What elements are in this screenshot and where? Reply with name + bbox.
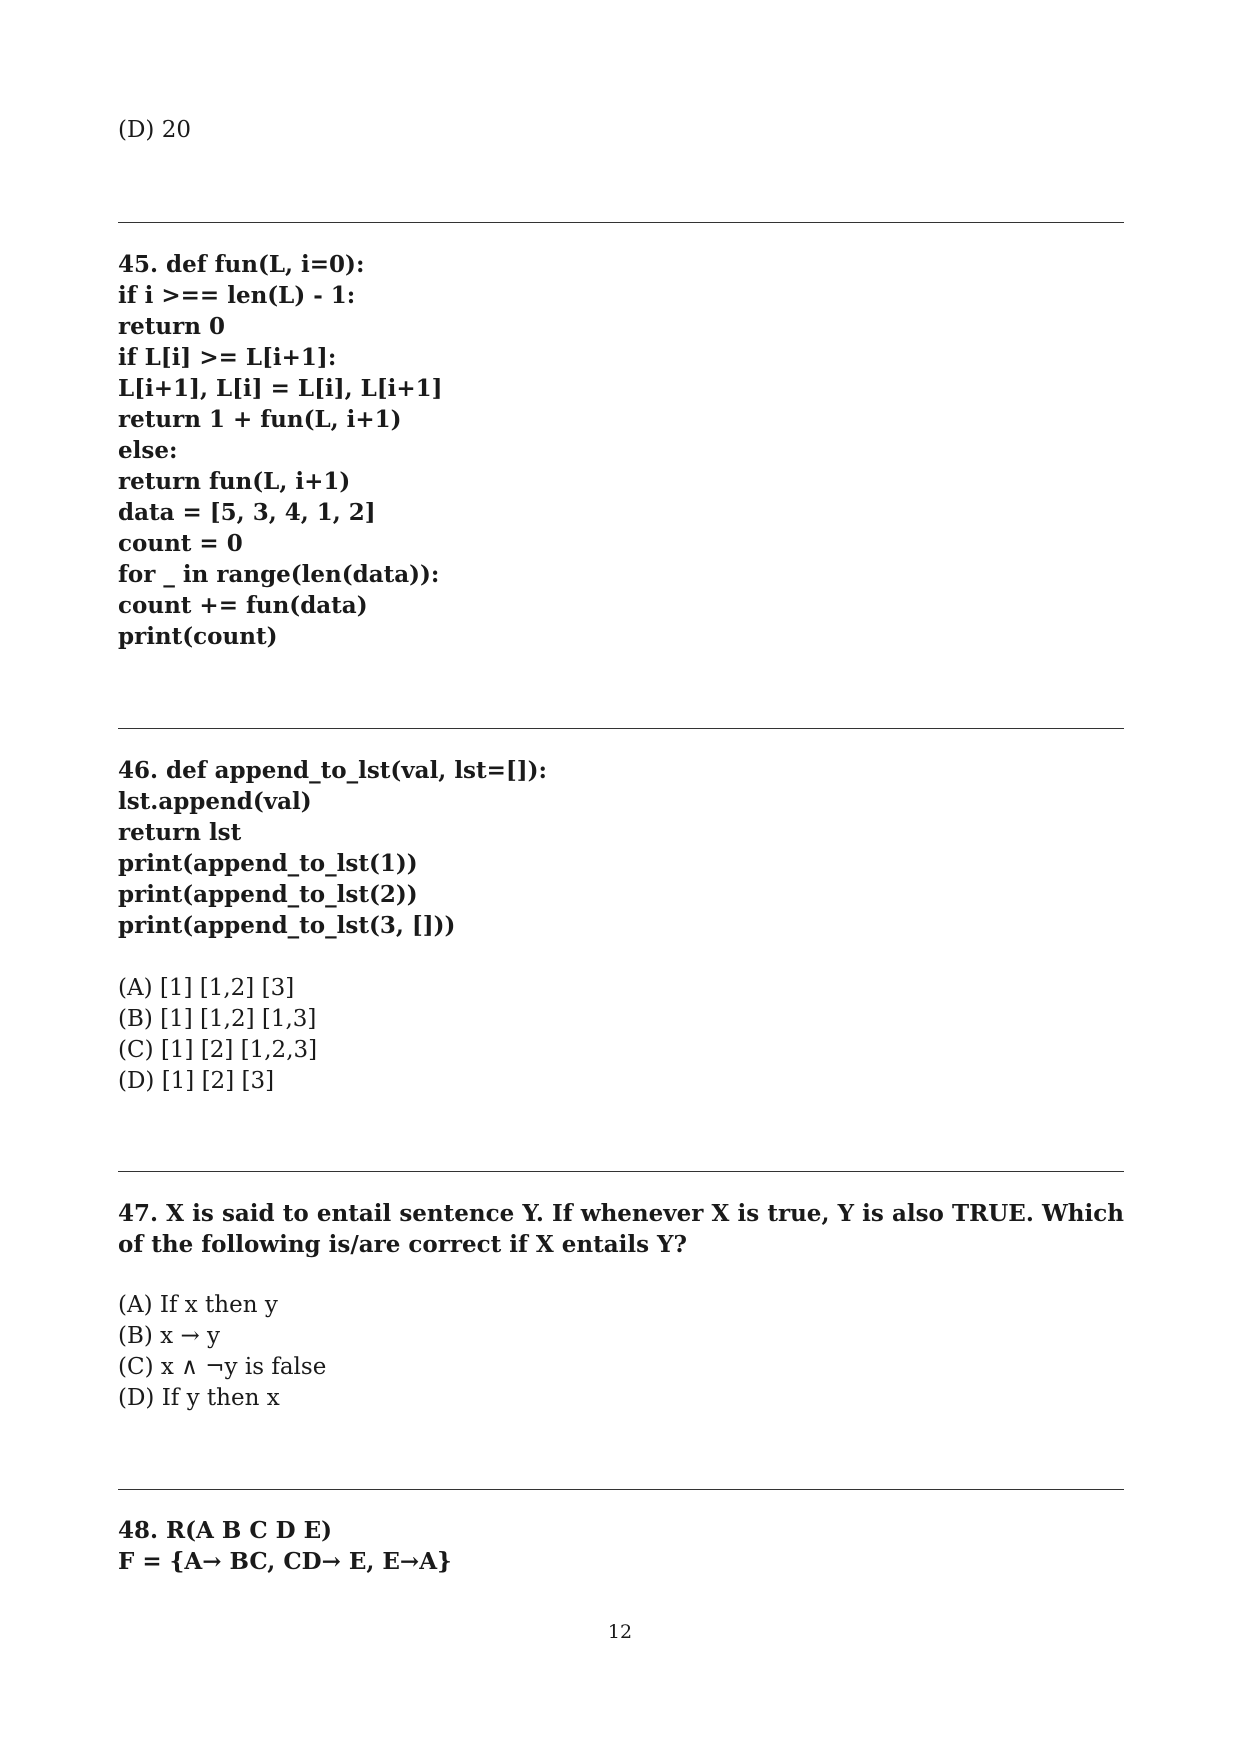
- q46-option-c: (C) [1] [2] [1,2,3]: [118, 1037, 318, 1063]
- question-45: [118, 249, 1124, 652]
- q47-option-c: (C) x ∧ ¬y is false: [118, 1354, 327, 1380]
- divider-rule: [118, 1489, 1124, 1490]
- divider-rule: [118, 222, 1124, 223]
- q45-code-line: return fun(L, i+1): [118, 468, 351, 495]
- q45-code-line: 45. def fun(L, i=0):: [118, 251, 365, 278]
- q46-code-line: print(append_to_lst(2)): [118, 881, 418, 908]
- q46-code-line: return lst: [118, 819, 242, 846]
- prev-option-d: (D) 20: [118, 117, 191, 143]
- q45-code-line: return 0: [118, 313, 225, 340]
- q48-line: F = {A→ BC, CD→ E, E→A}: [118, 1548, 452, 1575]
- question-47: [118, 1198, 1124, 1260]
- q46-code-line: lst.append(val): [118, 788, 312, 815]
- q47-question-text: 47. X is said to entail sentence Y. If whenever X is true, Y is also TRUE. Which of the following is/are correct if X entails Y?: [118, 1200, 1124, 1258]
- prev-question-tail: [118, 115, 1124, 146]
- q45-code-line: else:: [118, 437, 178, 464]
- q46-option-a: (A) [1] [1,2] [3]: [118, 975, 295, 1001]
- q45-code-line: print(count): [118, 623, 278, 650]
- q45-code-line: count += fun(data): [118, 592, 368, 619]
- q47-option-b: (B) x → y: [118, 1323, 221, 1349]
- q46-code-line: print(append_to_lst(3, [])): [118, 912, 456, 939]
- q45-code-line: count = 0: [118, 530, 243, 557]
- q45-code-line: data = [5, 3, 4, 1, 2]: [118, 499, 376, 526]
- q46-code-line: print(append_to_lst(1)): [118, 850, 418, 877]
- q45-code-line: if i >== len(L) - 1:: [118, 282, 356, 309]
- q46-option-d: (D) [1] [2] [3]: [118, 1068, 275, 1094]
- q48-line: 48. R(A B C D E): [118, 1517, 332, 1544]
- q46-options: [118, 973, 1124, 1097]
- q45-code-line: return 1 + fun(L, i+1): [118, 406, 402, 433]
- question-46: [118, 755, 1124, 941]
- question-48: [118, 1515, 1124, 1577]
- q45-code-line: L[i+1], L[i] = L[i], L[i+1]: [118, 375, 443, 402]
- divider-rule: [118, 1171, 1124, 1172]
- divider-rule: [118, 728, 1124, 729]
- q45-code-line: if L[i] >= L[i+1]:: [118, 344, 337, 371]
- q46-option-b: (B) [1] [1,2] [1,3]: [118, 1006, 317, 1032]
- q47-options: [118, 1290, 1124, 1414]
- q47-option-a: (A) If x then y: [118, 1292, 278, 1318]
- page-number: 12: [607, 1621, 633, 1643]
- q46-code-line: 46. def append_to_lst(val, lst=[]):: [118, 757, 548, 784]
- q47-option-d: (D) If y then x: [118, 1385, 280, 1411]
- q45-code-line: for _ in range(len(data)):: [118, 561, 440, 588]
